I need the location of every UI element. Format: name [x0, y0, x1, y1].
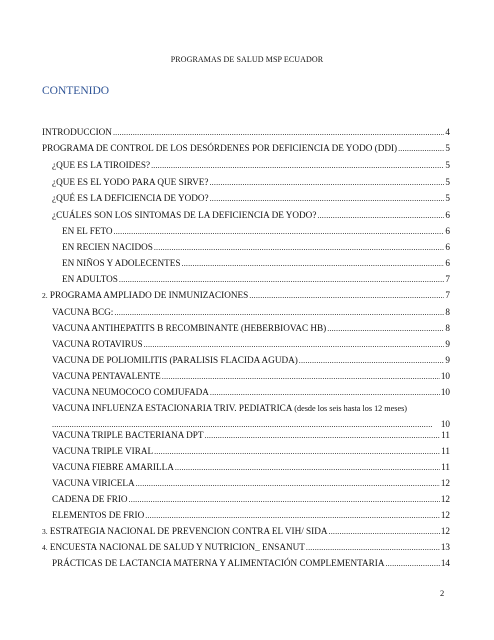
toc-entry[interactable]: [52, 493, 450, 506]
toc-entry[interactable]: [52, 176, 450, 189]
toc-entry-title: PRÁCTICAS DE LACTANCIA MATERNA Y ALIMENTACIÓN COMPLEMENTARIA: [52, 558, 385, 568]
toc-entry-title: ESTRATEGIA NACIONAL DE PREVENCION CONTRA EL VIH/ SIDA: [49, 526, 328, 536]
toc-entry-title: PROGRAMA DE CONTROL DE LOS DESÓRDENES POR DEFICIENCIA DE YODO (DDI): [42, 143, 398, 153]
toc-page-number: 12: [440, 510, 450, 520]
toc-page-number: 5: [445, 193, 450, 203]
toc-entry-title: VACUNA NEUMOCOCO COMJUFADA: [52, 387, 209, 397]
toc-page-number: 12: [440, 494, 450, 504]
toc-leader: [249, 290, 444, 302]
toc-leader: [210, 193, 445, 205]
toc-page-number: 6: [445, 242, 450, 252]
toc-page-number: 6: [445, 210, 450, 220]
toc-leader: [113, 127, 444, 139]
toc-leader: [119, 274, 445, 286]
toc-entry-title: VACUNA PENTAVALENTE: [52, 371, 161, 381]
toc-page-number: 11: [441, 462, 450, 472]
toc-page-number: 6: [445, 226, 450, 236]
toc-leader: [317, 210, 444, 222]
toc-entry[interactable]: [52, 322, 450, 335]
toc-entry-title: ¿QUE ES EL YODO PARA QUE SIRVE?: [52, 177, 209, 187]
toc-page-number: 14: [440, 558, 450, 568]
toc-entry[interactable]: [52, 370, 450, 383]
toc-leader: [182, 258, 445, 270]
toc-page-number: 10: [440, 419, 450, 429]
toc-page-number: 11: [441, 446, 450, 456]
toc-page-number: 7: [445, 290, 450, 300]
toc-leader: [209, 177, 444, 189]
toc-page-number: 6: [445, 258, 450, 268]
toc-page-number: 10: [440, 371, 450, 381]
toc-entry[interactable]: [42, 541, 450, 554]
toc-page-number: 5: [445, 143, 450, 153]
toc-leader: [154, 242, 445, 254]
toc-entry[interactable]: [52, 477, 450, 490]
toc-page-number: 8: [445, 323, 450, 333]
toc-leader: [210, 387, 440, 399]
toc-entry-title: EN ADULTOS: [62, 274, 118, 284]
toc-entry[interactable]: [62, 241, 450, 254]
toc-entry-number: 4.: [42, 543, 48, 552]
toc-entry[interactable]: [52, 386, 450, 399]
toc-entry[interactable]: [52, 354, 450, 367]
toc-page-number: 11: [441, 430, 450, 440]
toc-leader: [398, 143, 444, 155]
toc-page-number: 12: [440, 478, 450, 488]
toc-entry-title: ¿QUE ES LA TIROIDES?: [52, 160, 151, 170]
toc-entry[interactable]: [52, 557, 450, 570]
toc-entry-title: EN EL FETO: [62, 226, 113, 236]
toc-entry[interactable]: [42, 289, 450, 302]
toc-entry[interactable]: [52, 338, 450, 351]
toc-leader: [327, 323, 444, 335]
toc-entry[interactable]: [52, 209, 450, 222]
toc-leader: [175, 462, 440, 474]
toc-entry-title: PROGRAMA AMPLIADO DE INMUNIZACIONES: [49, 290, 249, 300]
toc-page-number: 13: [440, 542, 450, 552]
toc-entry[interactable]: [52, 402, 450, 431]
toc-leader: [205, 430, 441, 442]
toc-entry[interactable]: [52, 306, 450, 319]
toc-page-number: 5: [445, 160, 450, 170]
toc-entry[interactable]: [42, 525, 450, 538]
toc-entry[interactable]: [52, 509, 450, 522]
toc-page-number: 5: [445, 177, 450, 187]
toc-entry-title: VACUNA ROTAVIRUS: [52, 339, 143, 349]
page-header: PROGRAMAS DE SALUD MSP ECUADOR: [170, 55, 324, 64]
toc-entry[interactable]: [52, 461, 450, 474]
toc-entry-title: VACUNA BCG:: [52, 307, 114, 317]
toc-leader: [145, 510, 440, 522]
toc-entry-title: VACUNA TRIPLE BACTERIANA DPT: [52, 430, 204, 440]
toc-entry-title: ¿CUÁLES SON LOS SINTOMAS DE LA DEFICIENCIA DE YODO?: [52, 210, 317, 220]
toc-leader: [306, 542, 440, 554]
toc-leader: [114, 307, 444, 319]
toc-entry-subtitle: (desde los seis hasta los 12 meses): [294, 404, 408, 413]
toc-entry[interactable]: [42, 142, 450, 155]
toc-leader: [385, 558, 439, 570]
toc-entry[interactable]: [52, 429, 450, 442]
toc-leader: [162, 371, 440, 383]
toc-page-number: 8: [445, 307, 450, 317]
toc-entry-title: EN RECIEN NACIDOS: [62, 242, 153, 252]
toc-page-number: 12: [440, 526, 450, 536]
toc-entry-title: VACUNA INFLUENZA ESTACIONARIA TRIV. PEDIATRICA: [52, 403, 292, 413]
toc-entry-title: VACUNA ANTIHEPATITS B RECOMBINANTE (HEBERBIOVAC HB): [52, 323, 327, 333]
toc-entry[interactable]: [62, 257, 450, 270]
toc-entry[interactable]: [42, 126, 450, 139]
toc-entry-title: ENCUESTA NACIONAL DE SALUD Y NUTRICION_ ENSANUT: [49, 542, 305, 552]
toc-entry-title: ELEMENTOS DE FRIO: [52, 510, 145, 520]
toc-entry-title: EN NIÑOS Y ADOLECENTES: [62, 258, 181, 268]
toc-entry-title: VACUNA TRIPLE VIRAL: [52, 446, 154, 456]
toc-leader: [129, 494, 440, 506]
toc-entry-number: 2.: [42, 291, 48, 300]
toc-leader: [329, 526, 440, 538]
toc-leader: [154, 446, 440, 458]
toc-entry-title: VACUNA FIEBRE AMARILLA: [52, 462, 174, 472]
toc-leader: [151, 160, 444, 172]
toc-entry-title: INTRODUCCION: [42, 127, 112, 137]
toc-entry[interactable]: [52, 445, 450, 458]
page-number: 2: [440, 588, 445, 598]
toc-entry-title: ¿QUÉ ES LA DEFICIENCIA DE YODO?: [52, 193, 209, 203]
toc-entry[interactable]: [62, 273, 450, 286]
toc-page-number: 7: [445, 274, 450, 284]
toc-leader: [299, 355, 445, 367]
toc-entry-title: VACUNA VIRICELA: [52, 478, 135, 488]
toc-leader: [114, 226, 445, 238]
toc-entry[interactable]: [62, 225, 450, 238]
toc-leader: [144, 339, 445, 351]
toc-entry-number: 3.: [42, 527, 48, 536]
toc-entry[interactable]: [52, 159, 450, 172]
toc-entry[interactable]: [52, 192, 450, 205]
toc-entry-title: VACUNA DE POLIOMILITIS (PARALISIS FLACIDA AGUDA): [52, 355, 298, 365]
toc-page-number: 4: [445, 127, 450, 137]
toc-entry-title: CADENA DE FRIO: [52, 494, 128, 504]
toc-page-number: 10: [440, 387, 450, 397]
toc-page-number: 9: [445, 339, 450, 349]
toc-page-number: 9: [445, 355, 450, 365]
toc-leader: [136, 478, 440, 490]
contents-heading: CONTENIDO: [42, 85, 110, 97]
